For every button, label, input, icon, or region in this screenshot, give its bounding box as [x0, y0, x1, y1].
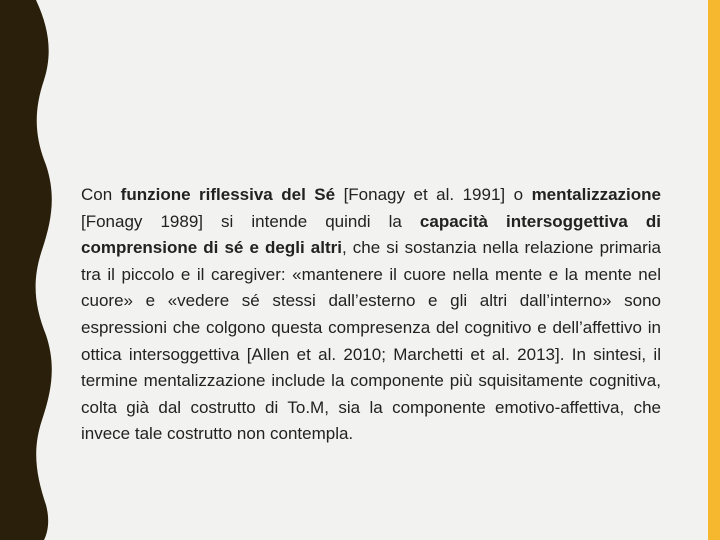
paragraph-text-2: [Fonagy et al. 1991] o [335, 185, 532, 204]
term-intersubjective-capacity: capacità intersoggettiva di comprensione di sé e degli altri [81, 211, 662, 258]
paragraph-text-3: [Fonagy 1989] si intende quindi la [81, 211, 420, 231]
paragraph-text-4: , che si sostanzia nella relazione primaria tra il piccolo e il caregiver: «mantenere il cuore nella mente e la mente nel cuore» e «vedere sé stessi dall’esterno e gli altri dall’interno» sono espressioni che colgono questa compresenza del cognitivo e dell’affettivo in ottica intersoggettiva [Allen et al. 2010; Marchetti et al. 2013]. In sintesi, il termine mentalizzazione include la componente più squisitamente cognitiva, colta già dal costrutto di To.M, sia la componente emotivo-affettiva, che invece tale costrutto non contempla. [81, 238, 661, 444]
wavy-left-band [0, 0, 60, 540]
paragraph-text-1: Con [81, 185, 121, 204]
wavy-band-shape [0, 0, 52, 540]
right-accent-bar [708, 0, 720, 540]
body-paragraph [81, 182, 661, 448]
term-mentalization: mentalizzazione [531, 185, 661, 204]
term-reflective-function: funzione riflessiva del Sé [120, 185, 336, 204]
